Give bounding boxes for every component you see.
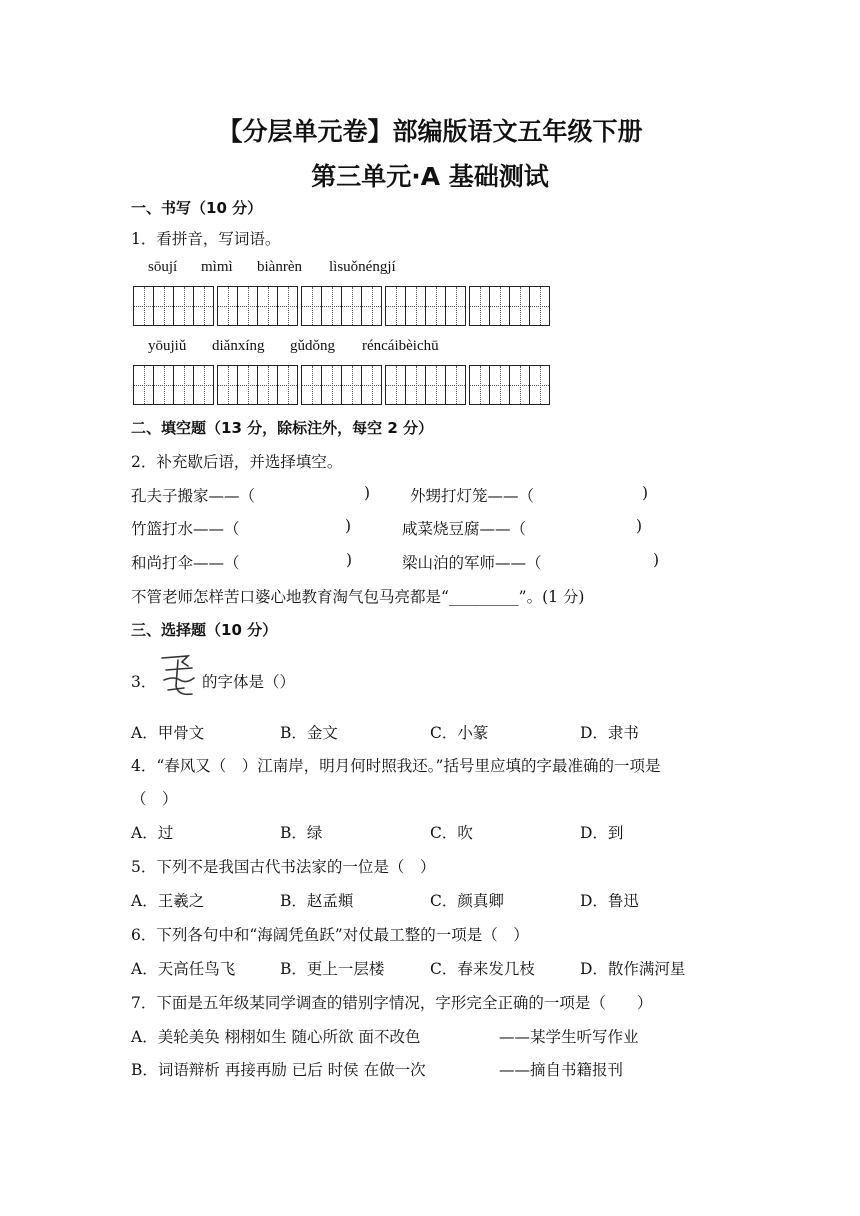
word-box[interactable]	[301, 286, 382, 326]
word-box[interactable]	[301, 365, 382, 405]
word-box[interactable]	[385, 286, 466, 326]
q4-paren: （ ）	[131, 790, 178, 808]
xiehouyu-3: 竹篮打水——（	[131, 520, 240, 538]
q6-option-c[interactable]: C．春来发几枝	[430, 960, 535, 978]
q3-option-d[interactable]: D．隶书	[580, 724, 639, 742]
word-box[interactable]	[469, 286, 550, 326]
q4-option-b[interactable]: B．绿	[280, 824, 323, 842]
q5-option-b[interactable]: B．赵孟頫	[280, 892, 354, 910]
close-paren: )	[346, 551, 353, 569]
close-paren: )	[345, 517, 352, 535]
q7-option-b[interactable]: B．词语辩析 再接再励 已后 时侯 在做一次	[131, 1061, 426, 1079]
xiehouyu-4: 咸菜烧豆腐——（	[402, 520, 527, 538]
close-paren: )	[642, 484, 649, 502]
q2-prompt: 2．补充歇后语，并选择填空。	[131, 453, 343, 471]
pinyin-8: réncáibèichū	[362, 338, 439, 354]
q5-option-c[interactable]: C．颜真卿	[430, 892, 504, 910]
writing-grid-row2	[133, 365, 550, 405]
q7-option-b-source: ——摘自书籍报刊	[499, 1061, 624, 1079]
page-title: 【分层单元卷】部编版语文五年级下册	[217, 117, 643, 146]
q7-option-a-source: ——某学生听写作业	[499, 1028, 639, 1046]
writing-grid-row1	[133, 286, 550, 326]
page-subtitle: 第三单元·A 基础测试	[311, 162, 549, 191]
close-paren: )	[364, 484, 371, 502]
close-paren: )	[636, 517, 643, 535]
q1-prompt: 1．看拼音，写词语。	[131, 230, 281, 248]
pinyin-7: gǔdǒng	[290, 338, 335, 354]
pinyin-5: yōujiǔ	[148, 338, 187, 354]
word-box[interactable]	[133, 286, 214, 326]
section2-heading: 二、填空题（13 分，除标注外，每空 2 分）	[131, 419, 433, 437]
q3-option-a[interactable]: A．甲骨文	[131, 724, 205, 742]
q5-option-a[interactable]: A．王羲之	[131, 892, 205, 910]
q7-text: 7．下面是五年级某同学调查的错别字情况，字形完全正确的一项是（ ）	[131, 994, 653, 1012]
q2-sentence: 不管老师怎样苦口婆心地教育淘气包马亮都是“_________”。(1 分)	[131, 588, 585, 606]
q4-option-a[interactable]: A．过	[131, 824, 174, 842]
word-box[interactable]	[469, 365, 550, 405]
q6-option-d[interactable]: D．散作满河星	[580, 960, 686, 978]
q3-option-b[interactable]: B．金文	[280, 724, 338, 742]
word-box[interactable]	[217, 286, 298, 326]
pinyin-1: sōují	[148, 259, 178, 275]
q4-option-c[interactable]: C．吹	[430, 824, 473, 842]
q7-option-a[interactable]: A．美轮美奂 栩栩如生 随心所欲 面不改色	[131, 1028, 421, 1046]
q6-text: 6．下列各句中和“海阔凭鱼跃”对仗最工整的一项是（ ）	[131, 926, 529, 944]
q5-option-d[interactable]: D．鲁迅	[580, 892, 639, 910]
xiehouyu-2: 外甥打灯笼——（	[410, 487, 535, 505]
xiehouyu-5: 和尚打伞——（	[131, 554, 240, 572]
q6-option-b[interactable]: B．更上一层楼	[280, 960, 385, 978]
word-box[interactable]	[385, 365, 466, 405]
close-paren: )	[653, 551, 660, 569]
q3-number: 3．	[131, 673, 157, 691]
pinyin-4: lìsuǒnéngjí	[329, 259, 396, 275]
xiehouyu-6: 梁山泊的军师——（	[402, 554, 542, 572]
section3-heading: 三、选择题（10 分）	[131, 621, 278, 639]
pinyin-3: biànrèn	[257, 259, 302, 275]
q6-option-a[interactable]: A．天高任鸟飞	[131, 960, 236, 978]
q5-text: 5．下列不是我国古代书法家的一位是（ ）	[131, 858, 436, 876]
word-box[interactable]	[217, 365, 298, 405]
xiehouyu-1: 孔夫子搬家——（	[131, 487, 256, 505]
pinyin-6: diǎnxíng	[212, 338, 265, 354]
pinyin-2: mìmì	[201, 259, 233, 275]
q3-text: 的字体是（）	[202, 673, 296, 691]
section1-heading: 一、书写（10 分）	[131, 199, 263, 217]
q4-option-d[interactable]: D．到	[580, 824, 624, 842]
ancient-glyph-image	[158, 652, 202, 702]
q3-option-c[interactable]: C．小篆	[430, 724, 489, 742]
q4-text: 4．“春风又（ ）江南岸，明月何时照我还。”括号里应填的字最准确的一项是	[131, 757, 661, 775]
word-box[interactable]	[133, 365, 214, 405]
